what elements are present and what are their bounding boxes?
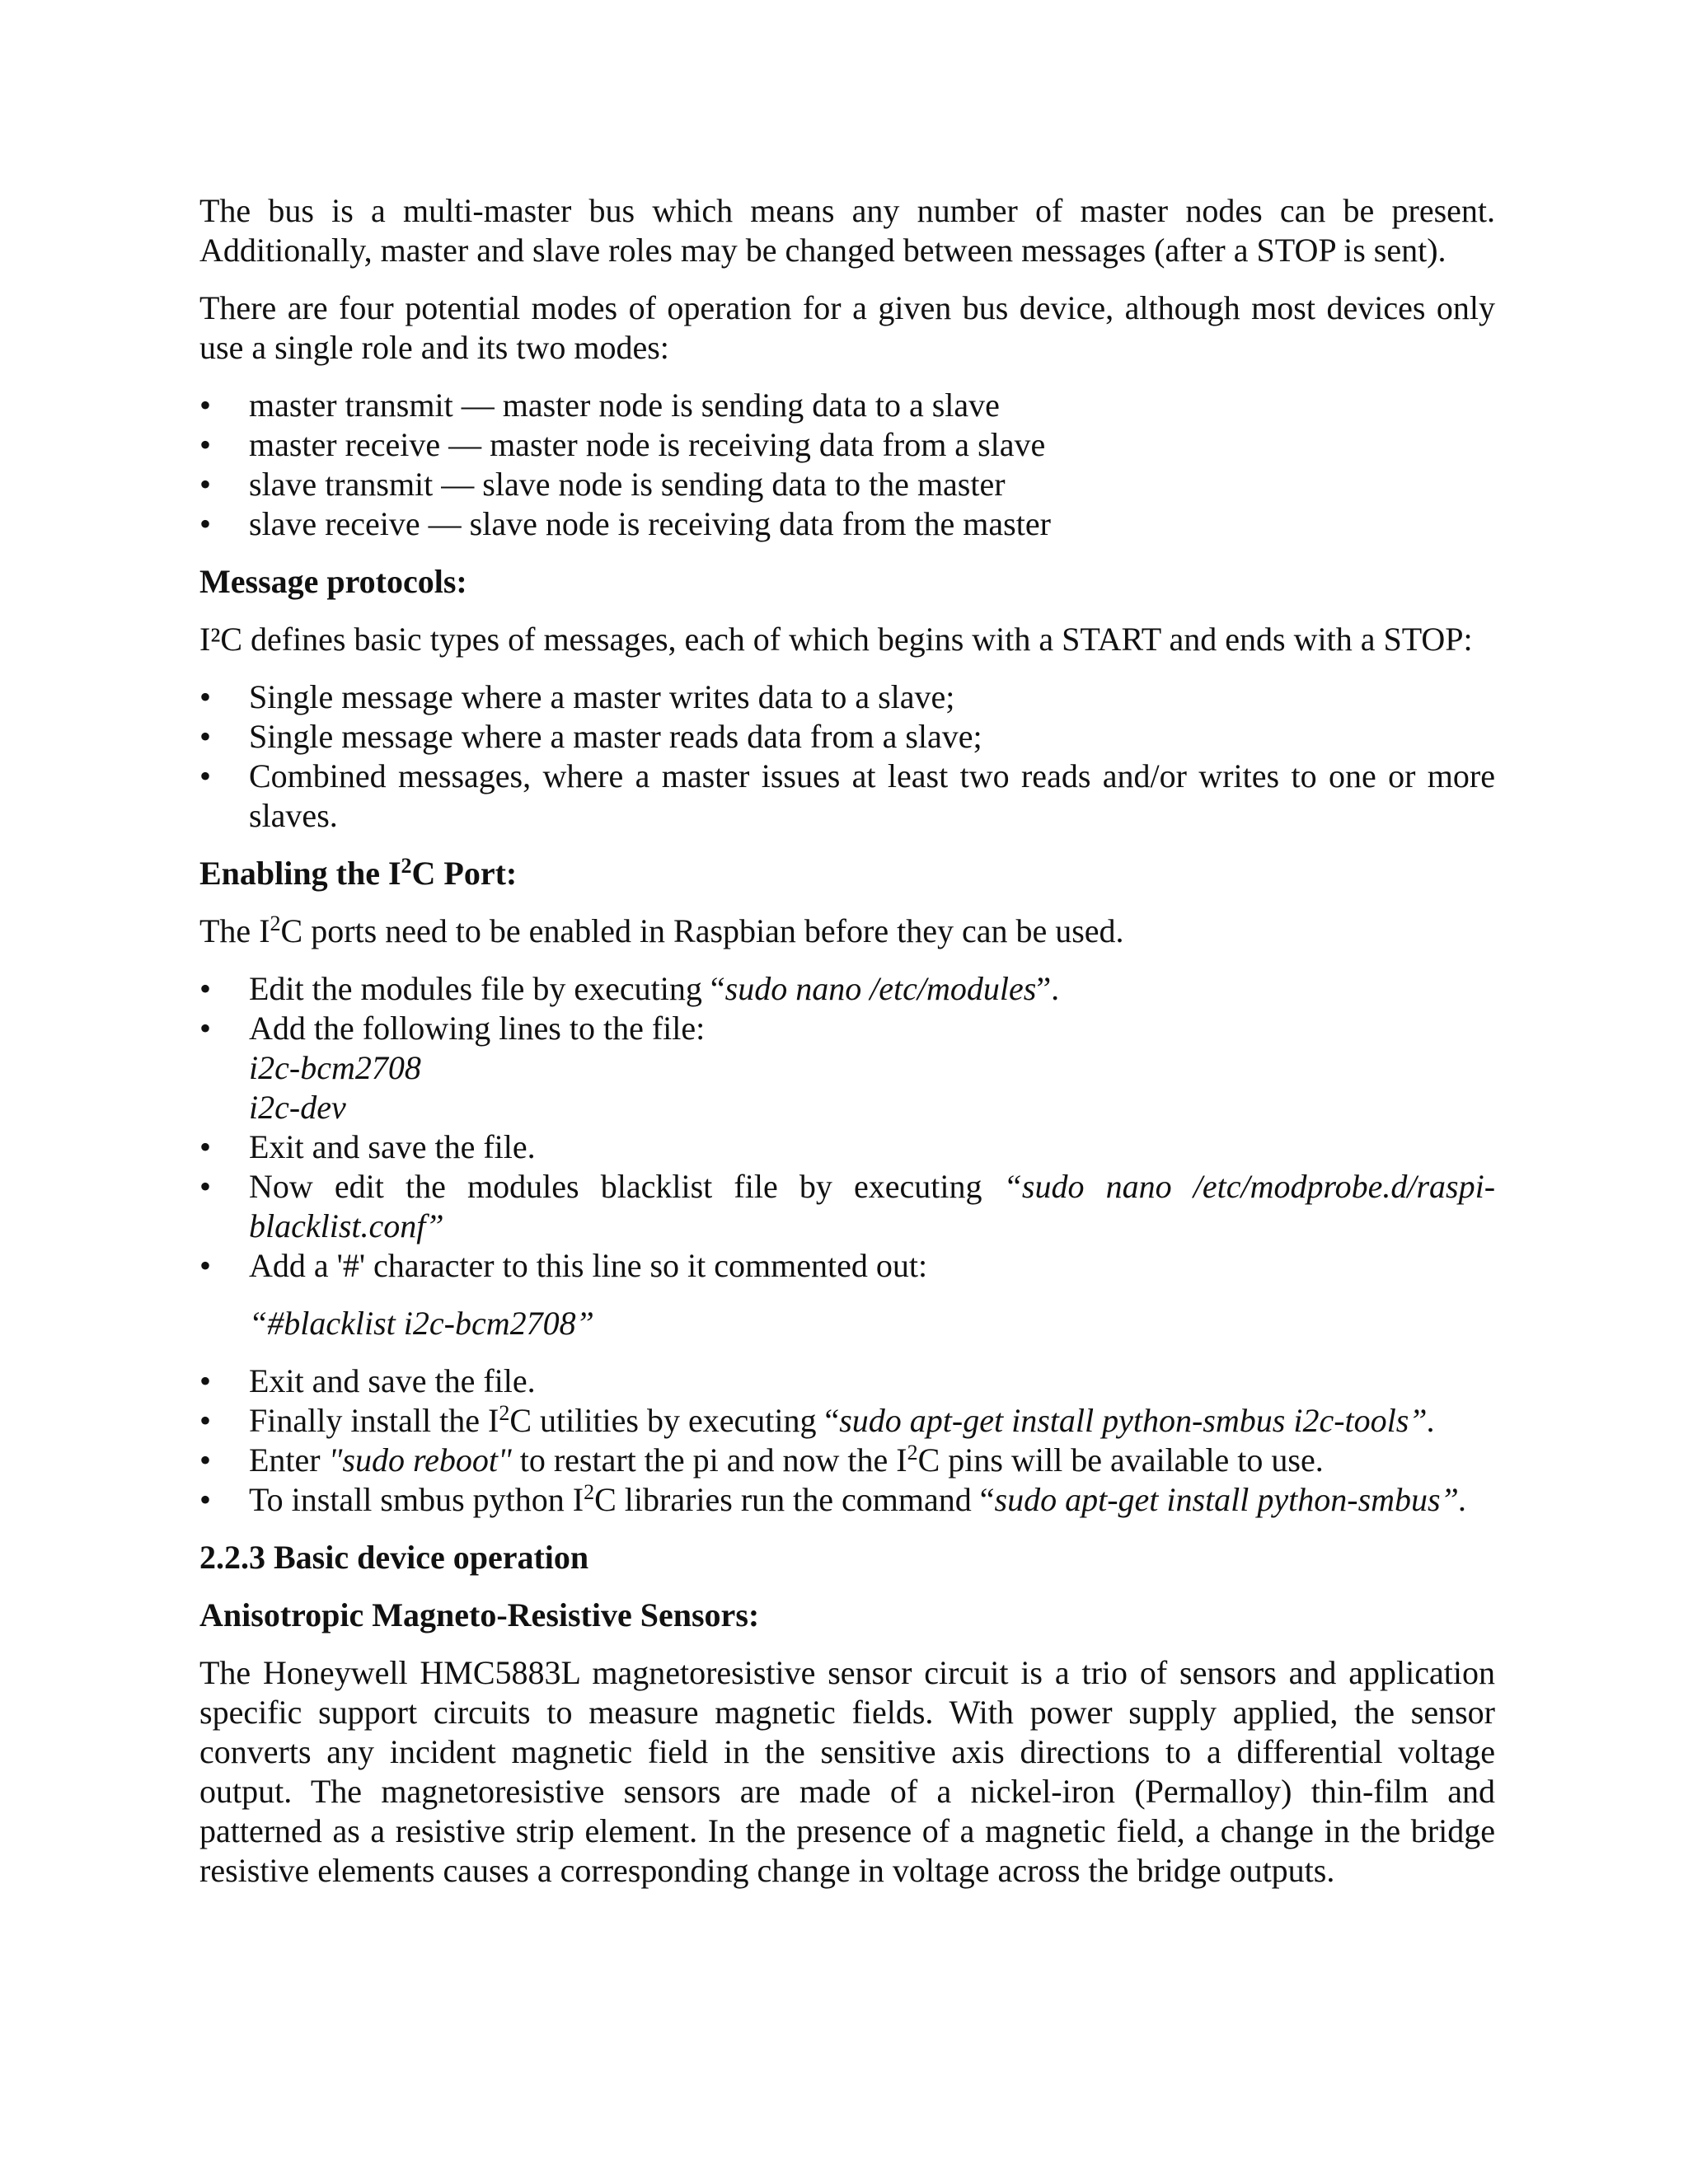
- list-item: • master receive — master node is receiving data from a slave: [199, 425, 1495, 465]
- text: ”.: [1036, 970, 1060, 1007]
- list-item: • slave receive — slave node is receiving data from the master: [199, 504, 1495, 544]
- text: C utilities by executing “: [509, 1402, 840, 1439]
- text: to restart the pi and now the I: [511, 1441, 907, 1479]
- list-item: • Add a '#' character to this line so it commented out:: [199, 1246, 1495, 1286]
- enabling-intro: [199, 912, 1495, 951]
- superscript: 2: [907, 1441, 918, 1465]
- enabling-i2c-heading: [199, 854, 1495, 893]
- text: The I: [199, 912, 270, 949]
- text: Finally install the I: [249, 1402, 499, 1439]
- section-heading: 2.2.3 Basic device operation: [199, 1539, 589, 1576]
- intro-paragraph-1: The bus is a multi-master bus which means any number of master nodes can be present. Additionally, master and slave roles may be changed between messages (after a STOP is sent).: [199, 192, 1495, 269]
- enabling-steps-list: [199, 969, 1495, 1286]
- message-protocols-intro: I²C defines basic types of messages, each of which begins with a START and ends with a STOP:: [199, 621, 1473, 658]
- list-item: • Single message where a master writes data to a slave;: [199, 677, 1495, 717]
- modes-list: [199, 386, 1495, 544]
- list-item: • slave transmit — slave node is sending data to the master: [199, 465, 1495, 504]
- command-text: “sudo nano /etc/modprobe.d/raspi-blacklist.conf”: [249, 1168, 1496, 1244]
- list-item: [199, 1167, 1495, 1246]
- list-item: [199, 1009, 1495, 1127]
- amr-sensors-heading: Anisotropic Magneto-Resistive Sensors:: [199, 1596, 760, 1633]
- command-text: sudo apt-get install python-smbus i2c-tools”.: [839, 1402, 1436, 1439]
- text: C ports need to be enabled in Raspbian before they can be used.: [280, 912, 1124, 949]
- superscript: 2: [499, 1401, 510, 1425]
- module-line: i2c-bcm2708: [249, 1049, 421, 1086]
- superscript: 2: [584, 1480, 595, 1504]
- amr-sensors-paragraph: The Honeywell HMC5883L magnetoresistive sensor circuit is a trio of sensors and application specific support circuits to measure magnetic fields. With power supply applied, the sensor converts any incident magnetic field in the sensitive axis directions to a differential voltage output. The magnetoresistive sensors are made of a nickel-iron (Permalloy) thin-film and patterned as a resistive strip element. In the presence of a magnetic field, a change in the bridge resistive elements causes a corresponding change in voltage across the bridge outputs.: [199, 1654, 1495, 1889]
- message-protocols-heading: Message protocols:: [199, 563, 467, 600]
- enabling-steps-list-continued: [199, 1361, 1495, 1520]
- blacklist-line: “#blacklist i2c-bcm2708”: [249, 1305, 594, 1342]
- text: Edit the modules file by executing “: [249, 970, 725, 1007]
- text: Enter: [249, 1441, 329, 1479]
- superscript: 2: [270, 912, 281, 935]
- text: C libraries run the command “: [594, 1481, 995, 1518]
- message-types-list: [199, 677, 1495, 836]
- module-line: i2c-dev: [249, 1089, 346, 1126]
- heading-text: Enabling the I: [199, 855, 401, 892]
- list-item: • master transmit — master node is sending data to a slave: [199, 386, 1495, 425]
- list-item: • Exit and save the file.: [199, 1127, 1495, 1167]
- list-item: • Combined messages, where a master issues at least two reads and/or writes to one or more slaves.: [199, 757, 1495, 836]
- text: C pins will be available to use.: [917, 1441, 1324, 1479]
- document-page: [199, 191, 1495, 1891]
- list-item: [199, 969, 1495, 1009]
- intro-paragraph-2: There are four potential modes of operation for a given bus device, although most devices only use a single role and its two modes:: [199, 289, 1495, 366]
- command-text: sudo apt-get install python-smbus”.: [994, 1481, 1467, 1518]
- text: Now edit the modules blacklist file by executing: [249, 1168, 1004, 1205]
- command-text: "sudo reboot": [328, 1441, 512, 1479]
- command-text: sudo nano /etc/modules: [724, 970, 1037, 1007]
- superscript: 2: [401, 854, 412, 878]
- heading-text: C Port:: [411, 855, 518, 892]
- text: Add the following lines to the file:: [249, 1010, 706, 1047]
- list-item: [199, 1480, 1495, 1520]
- list-item: • Single message where a master reads data from a slave;: [199, 717, 1495, 757]
- list-item: • Exit and save the file.: [199, 1361, 1495, 1401]
- text: To install smbus python I: [249, 1481, 584, 1518]
- list-item: [199, 1441, 1495, 1480]
- list-item: [199, 1401, 1495, 1441]
